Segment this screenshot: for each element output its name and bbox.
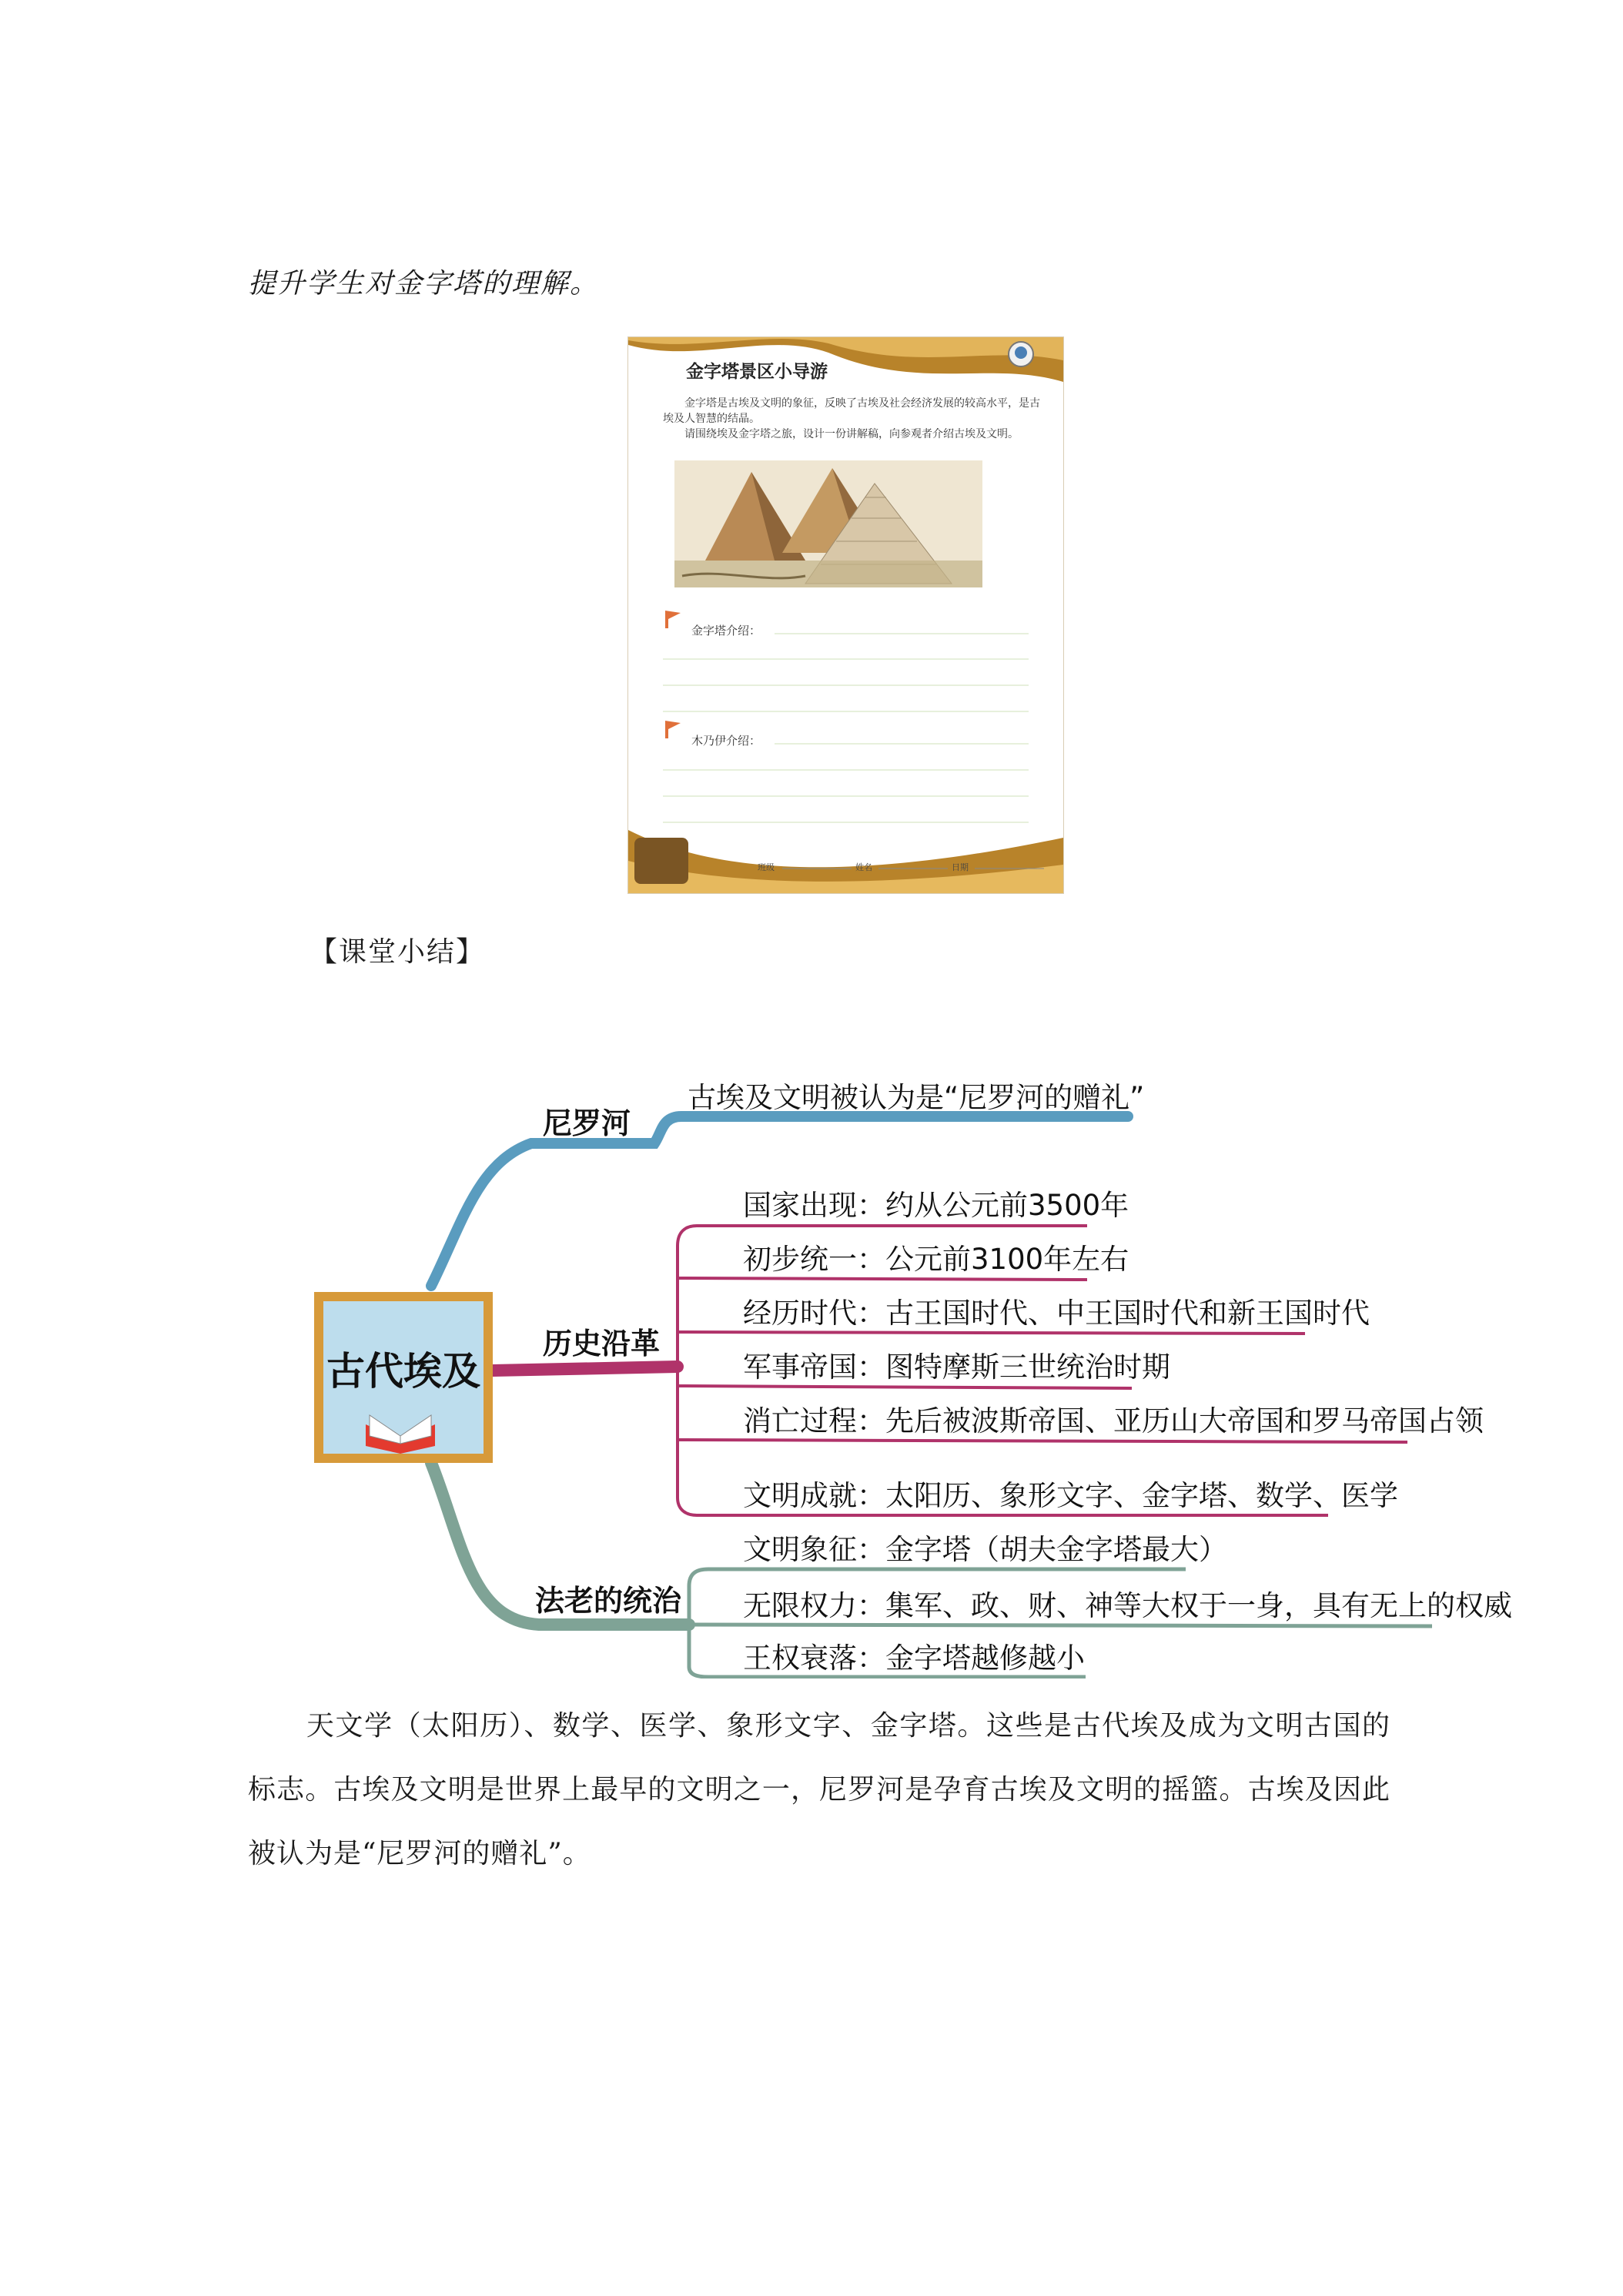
worksheet-footer-date: 日期 <box>952 862 969 872</box>
leaf-history-2: 经历时代：古王国时代、中王国时代和新王国时代 <box>743 1297 1370 1330</box>
worksheet-task: 请围绕埃及金字塔之旅，设计一份讲解稿，向参观者介绍古埃及文明。 <box>684 428 1019 440</box>
branch-label-nile: 尼罗河 <box>543 1106 631 1140</box>
flag-icon-1 <box>665 611 681 628</box>
leaf-pharaoh-1: 无限权力：集军、政、财、神等大权于一身，具有无上的权威 <box>743 1589 1512 1622</box>
worksheet-intro: 金字塔是古埃及文明的象征，反映了古埃及社会经济发展的较高水平，是古埃及人智慧的结晶。 <box>663 397 1040 425</box>
closing-paragraph: 天文学（太阳历）、数学、医学、象形文字、金字塔。这些是古代埃及成为文明古国的标志。古埃及文明是世界上最早的文明之一，尼罗河是孕育古埃及文明的摇篮。古埃及因此被认为是“尼罗河的赠礼”。 <box>248 1710 1390 1869</box>
worksheet-field2-label: 木乃伊介绍： <box>691 734 761 748</box>
history-branch-connector <box>493 1367 678 1371</box>
pyramid-illustration <box>674 460 982 587</box>
worksheet-field1-label: 金字塔介绍： <box>691 624 761 638</box>
leaf-history-4: 消亡过程：先后被波斯帝国、亚历山大帝国和罗马帝国占领 <box>743 1404 1484 1438</box>
branch-label-history: 历史沿革 <box>543 1327 661 1361</box>
intro-line: 提升学生对金字塔的理解。 <box>248 268 600 300</box>
leaf-history-0: 国家出现：约从公元前3500年 <box>743 1189 1129 1222</box>
center-label: 古代埃及 <box>326 1349 480 1394</box>
summary-heading: 【课堂小结】 <box>310 936 486 968</box>
leaf-pharaoh-0: 文明象征：金字塔（胡夫金字塔最大） <box>743 1533 1227 1566</box>
leaf-history-1: 初步统一：公元前3100年左右 <box>743 1243 1129 1276</box>
branch-label-pharaoh: 法老的统治 <box>535 1584 682 1618</box>
vessel-icon <box>634 838 688 884</box>
leaf-history-5: 文明成就：太阳历、象形文字、金字塔、数学、医学 <box>743 1479 1398 1512</box>
leaf-pharaoh-2: 王权衰落：金字塔越修越小 <box>743 1642 1085 1675</box>
mind-map <box>0 1047 1623 1678</box>
flag-icon-2 <box>665 721 681 738</box>
worksheet-title: 金字塔景区小导游 <box>686 362 828 382</box>
leaf-history-3: 军事帝国：图特摩斯三世统治时期 <box>743 1350 1170 1384</box>
worksheet-footer-class: 班级 <box>758 862 775 872</box>
worksheet-footer-name: 姓名 <box>855 862 872 872</box>
leaf-nile-0: 古埃及文明被认为是“尼罗河的赠礼” <box>688 1081 1145 1114</box>
worksheet-image <box>627 336 1064 894</box>
astronaut-icon <box>1009 342 1033 366</box>
